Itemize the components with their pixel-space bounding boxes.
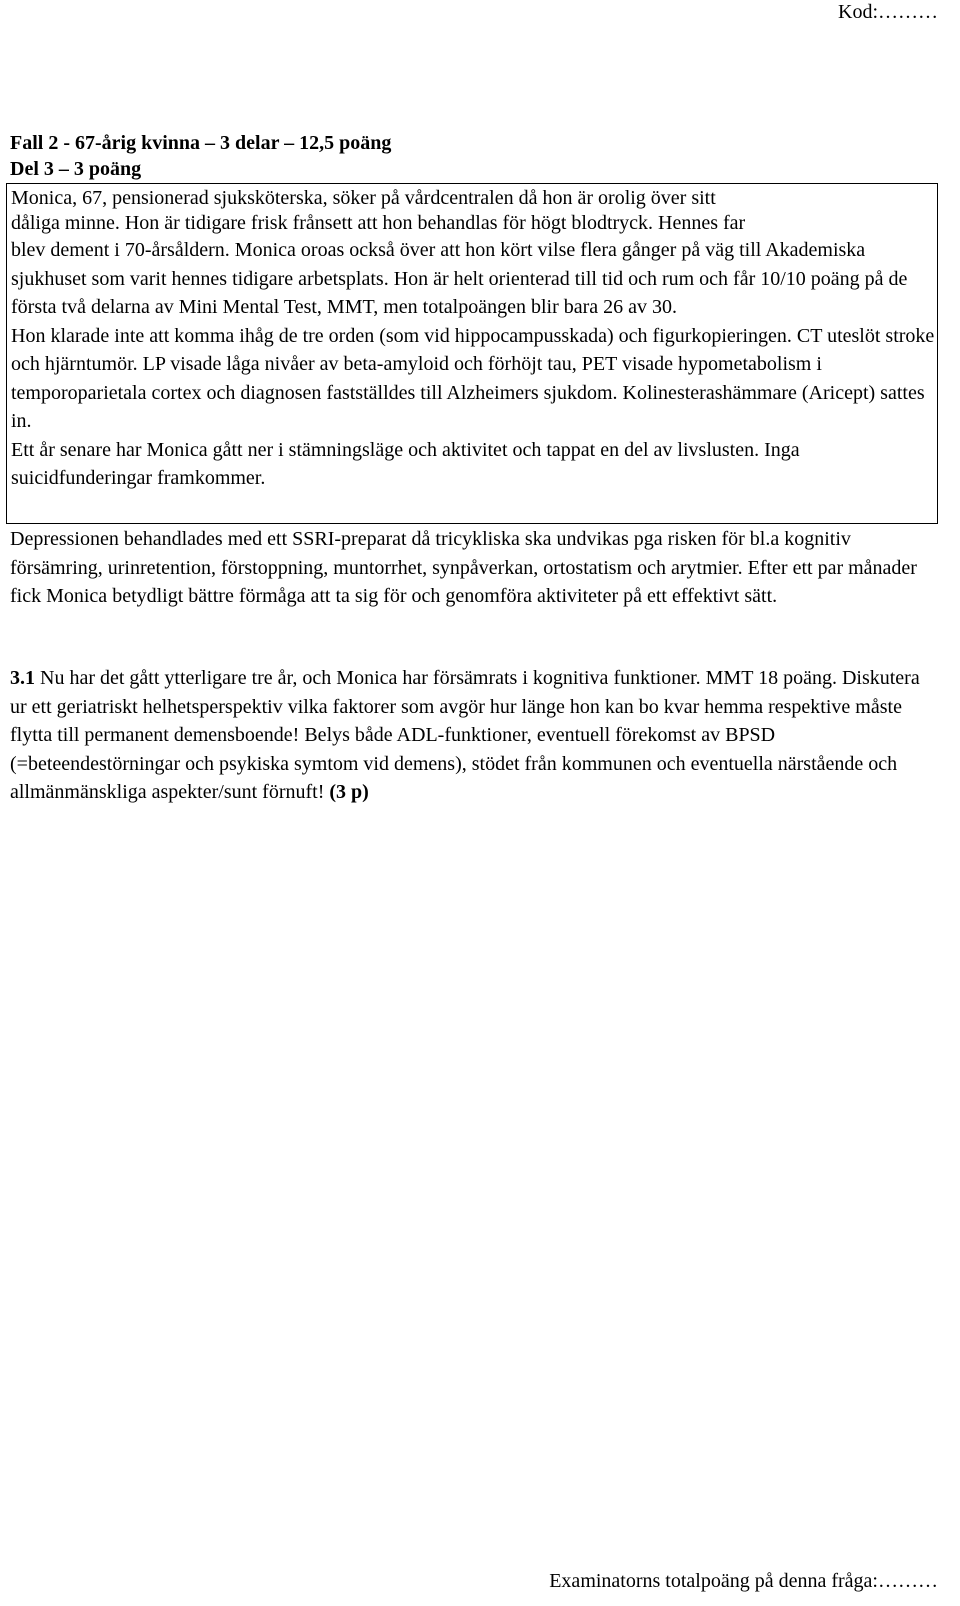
case-description-box bbox=[6, 183, 938, 524]
depression-paragraph: Depressionen behandlades med ett SSRI-preparat då tricykliska ska undvikas pga risken för bl.a kognitiv försämring, urinretention, förstoppning, muntorrhet, synpåverkan, ortostatism och arytmier. Efter ett par månader fick Monica betydligt bättre förmåga att ta sig för och genomföra aktiviteter på ett effektivt sätt. bbox=[10, 528, 917, 607]
case-line-2: dåliga minne. Hon är tidigare frisk frånsett att hon behandlas för högt blodtryck. Hennes far bbox=[11, 212, 746, 234]
question-number: 3.1 bbox=[10, 667, 35, 689]
case-paragraph-2: blev dement i 70-årsåldern. Monica oroas också över att hon kört vilse flera gånger på väg till Akademiska sjukhuset som varit hennes tidigare arbetsplats. Hon är helt orienterad till tid och rum och får 10/10 poäng på de första två delarna av Mini Mental Test, MMT, men totalpoängen blir bara 26 av 30. bbox=[11, 239, 908, 318]
kod-field: Kod:……… bbox=[838, 1, 938, 23]
examiner-total-field: Examinatorns totalpoäng på denna fråga:……… bbox=[549, 1570, 938, 1592]
case-paragraph-3: Hon klarade inte att komma ihåg de tre orden (som vid hippocampusskada) och figurkopieringen. CT uteslöt stroke och hjärntumör. LP visade låga nivåer av beta-amyloid och förhöjt tau, PET visade hypometabolism i temporoparietala cortex och diagnosen fastställdes till Alzheimers sjukdom. Kolinesterashämmare (Aricept) sattes in. bbox=[11, 324, 935, 432]
case-paragraph-4: Ett år senare har Monica gått ner i stämningsläge och aktivitet och tappat en del av livslusten. Inga suicidfunderingar framkommer. bbox=[11, 438, 800, 489]
question-points: (3 p) bbox=[329, 781, 369, 803]
question-text: Nu har det gått ytterligare tre år, och Monica har försämrats i kognitiva funktioner. MMT 18 poäng. Diskutera ur ett geriatriskt helhetsperspektiv vilka faktorer som avgör hur länge hon kan bo kvar hemma respektive måste flytta till permanent demensboende! Belys både ADL-funktioner, eventuell förekomst av BPSD (=beteendestörningar och psykiska symtom vid demens), stödet från kommunen och eventuella närstående och allmänmänskliga aspekter/sunt förnuft! bbox=[10, 667, 920, 803]
case-part: Del 3 – 3 poäng bbox=[10, 158, 142, 180]
case-title: Fall 2 - 67-årig kvinna – 3 delar – 12,5 poäng bbox=[10, 132, 392, 154]
question-3-1 bbox=[10, 664, 940, 807]
case-line-1: Monica, 67, pensionerad sjuksköterska, söker på vårdcentralen då hon är orolig över sitt bbox=[11, 187, 716, 209]
